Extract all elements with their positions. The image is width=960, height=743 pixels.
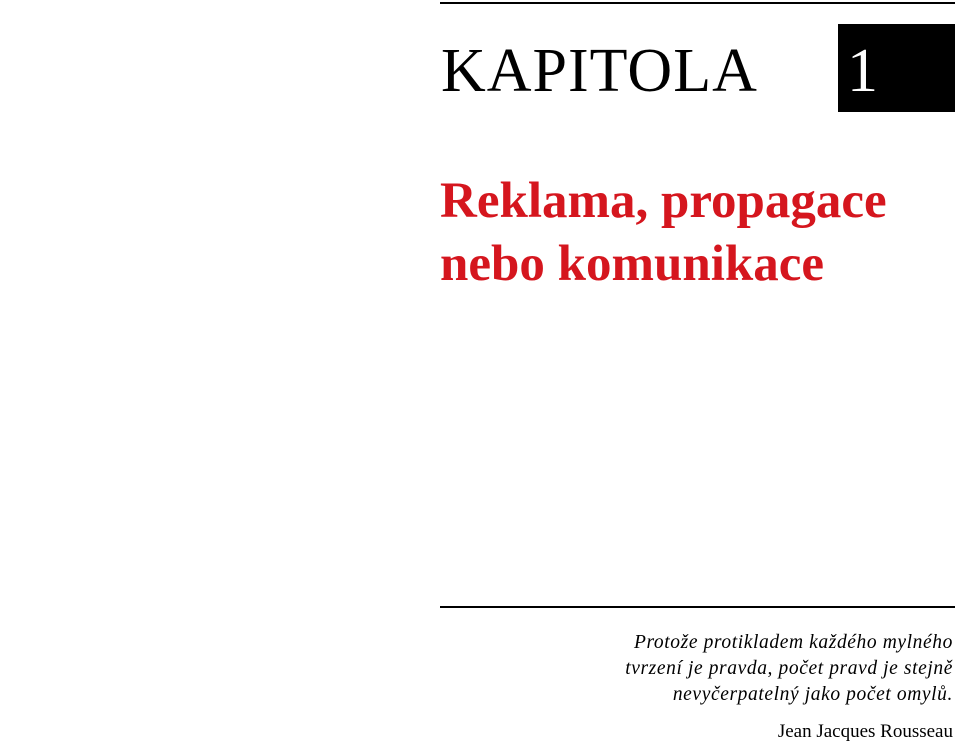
chapter-title-line-2: nebo komunikace (440, 236, 824, 292)
chapter-label: KAPITOLA (441, 37, 758, 105)
epigraph-author: Jean Jacques Rousseau (777, 721, 953, 742)
chapter-number: 1 (847, 37, 878, 105)
chapter-title-line-1: Reklama, propagace (440, 173, 887, 229)
epigraph-line-1: Protože protikladem každého mylného (633, 632, 953, 653)
epigraph-quote (438, 630, 953, 708)
chapter-title (440, 170, 955, 296)
top-rule (440, 2, 955, 4)
epigraph-line-2: tvrzení je pravda, počet pravd je stejně (625, 658, 953, 679)
epigraph-line-3: nevyčerpatelný jako počet omylů. (672, 684, 953, 705)
epigraph-rule (440, 606, 955, 608)
